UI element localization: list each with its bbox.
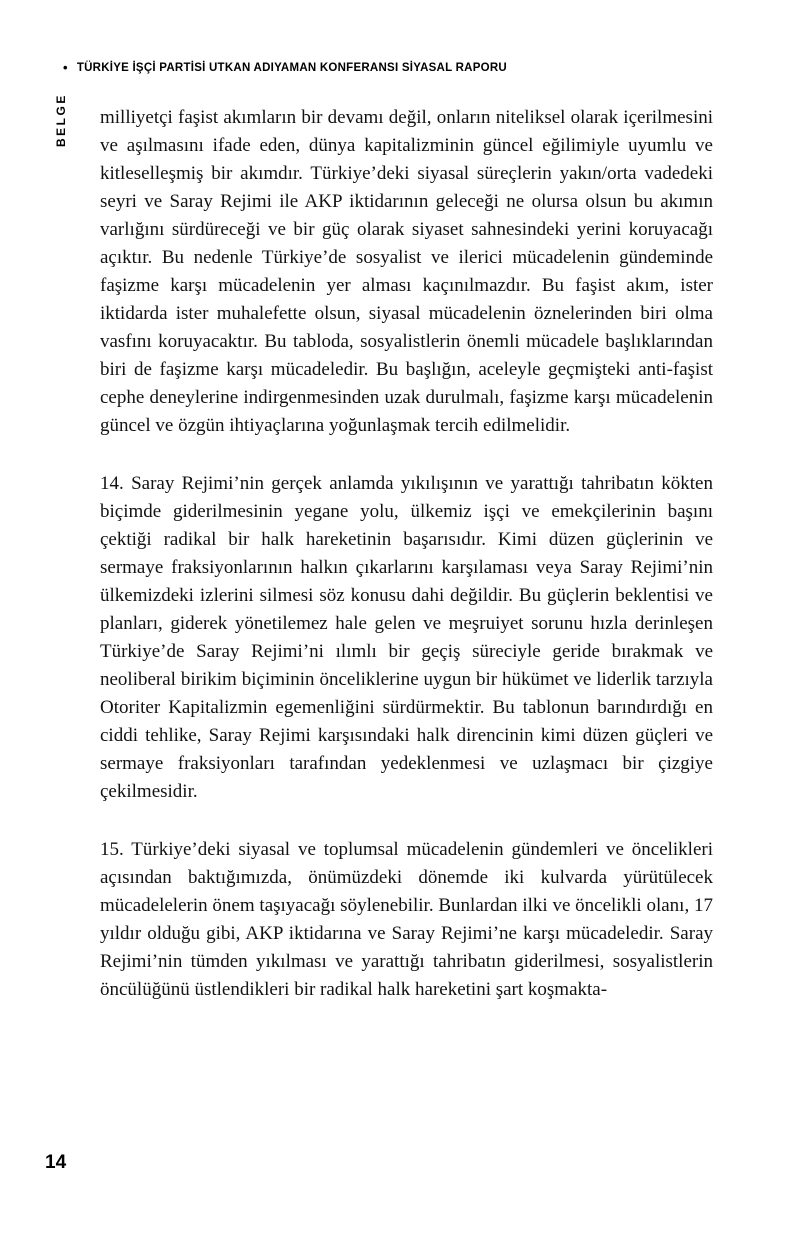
page-number: 14 (45, 1152, 67, 1173)
paragraph-item-15: 15. Türkiye’deki siyasal ve toplumsal mücadelenin gündemleri ve öncelikleri açısından baktığımızda, önümüzdeki dönemde iki kulvarda yürütülecek mücadelelerin önem taşıyacağı söylenebilir. Bunlardan ilki ve öncelikli olanı, 17 yıldır olduğu gibi, AKP iktidarına ve Saray Rejimi’ne karşı mücadeledir. Saray Rejimi’nin tümden yıkılması ve yarattığı tahribatın giderilmesi, sosyalistlerin öncülüğünü üstlendikleri bir radikal halk hareketini şart koşmakta- (100, 839, 713, 1000)
paragraph-item-14: 14. Saray Rejimi’nin gerçek anlamda yıkılışının ve yarattığı tahribatın kökten biçimde giderilmesinin yegane yolu, ülkemiz işçi ve emekçilerinin başını çektiği radikal bir halk hareketinin başarısıdır. Kimi düzen güçlerinin ve sermaye fraksiyonlarının halkın çıkarlarını karşılaması veya Saray Rejimi’nin ülkemizdeki izlerini silmesi söz konusu dahi değildir. Bu güçlerin beklentisi ve planları, giderek yönetilemez hale gelen ve meşruiyet sorunu hızla derinleşen Türkiye’de Saray Rejimi’ni ılımlı bir geçiş süreciyle geride bırakmak ve neoliberal birikim biçiminin önceliklerine uygun bir hükümet ve liderlik tarzıyla Otoriter Kapitalizmin egemenliğini sürdürmektir. Bu tablonun barındırdığı en ciddi tehlike, Saray Rejimi karşısındaki halk direncinin kimi düzen güçleri ve sermaye fraksiyonları tarafından yedeklenmesi ve uzlaşmacı bir çizgiye çekilmesidir. (100, 473, 713, 802)
header-bullet-icon: • (63, 60, 68, 75)
header-title: TÜRKİYE İŞÇİ PARTİSİ UTKAN ADIYAMAN KONFERANSI SİYASAL RAPORU (76, 61, 507, 74)
running-header (63, 61, 507, 74)
body-text-column (100, 104, 713, 1004)
paragraph-continuation: milliyetçi faşist akımların bir devamı değil, onların niteliksel olarak içerilmesini ve aşılmasını ifade eden, dünya kapitalizminin güncel eğilimiyle uyumlu ve kitleselleşmiş bir akımdır. Türkiye’deki siyasal süreçlerin yakın/orta vadedeki seyri ve Saray Rejimi ile AKP iktidarının geleceği ne olursa olsun bu akımın varlığını sürdüreceği ve bir güç olarak siyaset sahnesindeki yerini koruyacağı açıktır. Bu nedenle Türkiye’de sosyalist ve ilerici mücadelenin gündeminde faşizme karşı mücadelenin yer alması kaçınılmazdır. Bu faşist akım, ister iktidarda ister muhalefette olsun, siyasal mücadelenin öznelerinden biri olma vasfını koruyacaktır. Bu tabloda, sosyalistlerin önemli mücadele başlıklarından biri de faşizme karşı mücadeledir. Bu başlığın, aceleyle geçmişteki anti-faşist cephe deneylerine indirgenmesinden uzak durulmalı, faşizme karşı mücadelenin güncel ve özgün ihtiyaçlarına yoğunlaşmak tercih edilmelidir. (100, 107, 713, 436)
side-label-belge: BELGE (54, 93, 68, 147)
